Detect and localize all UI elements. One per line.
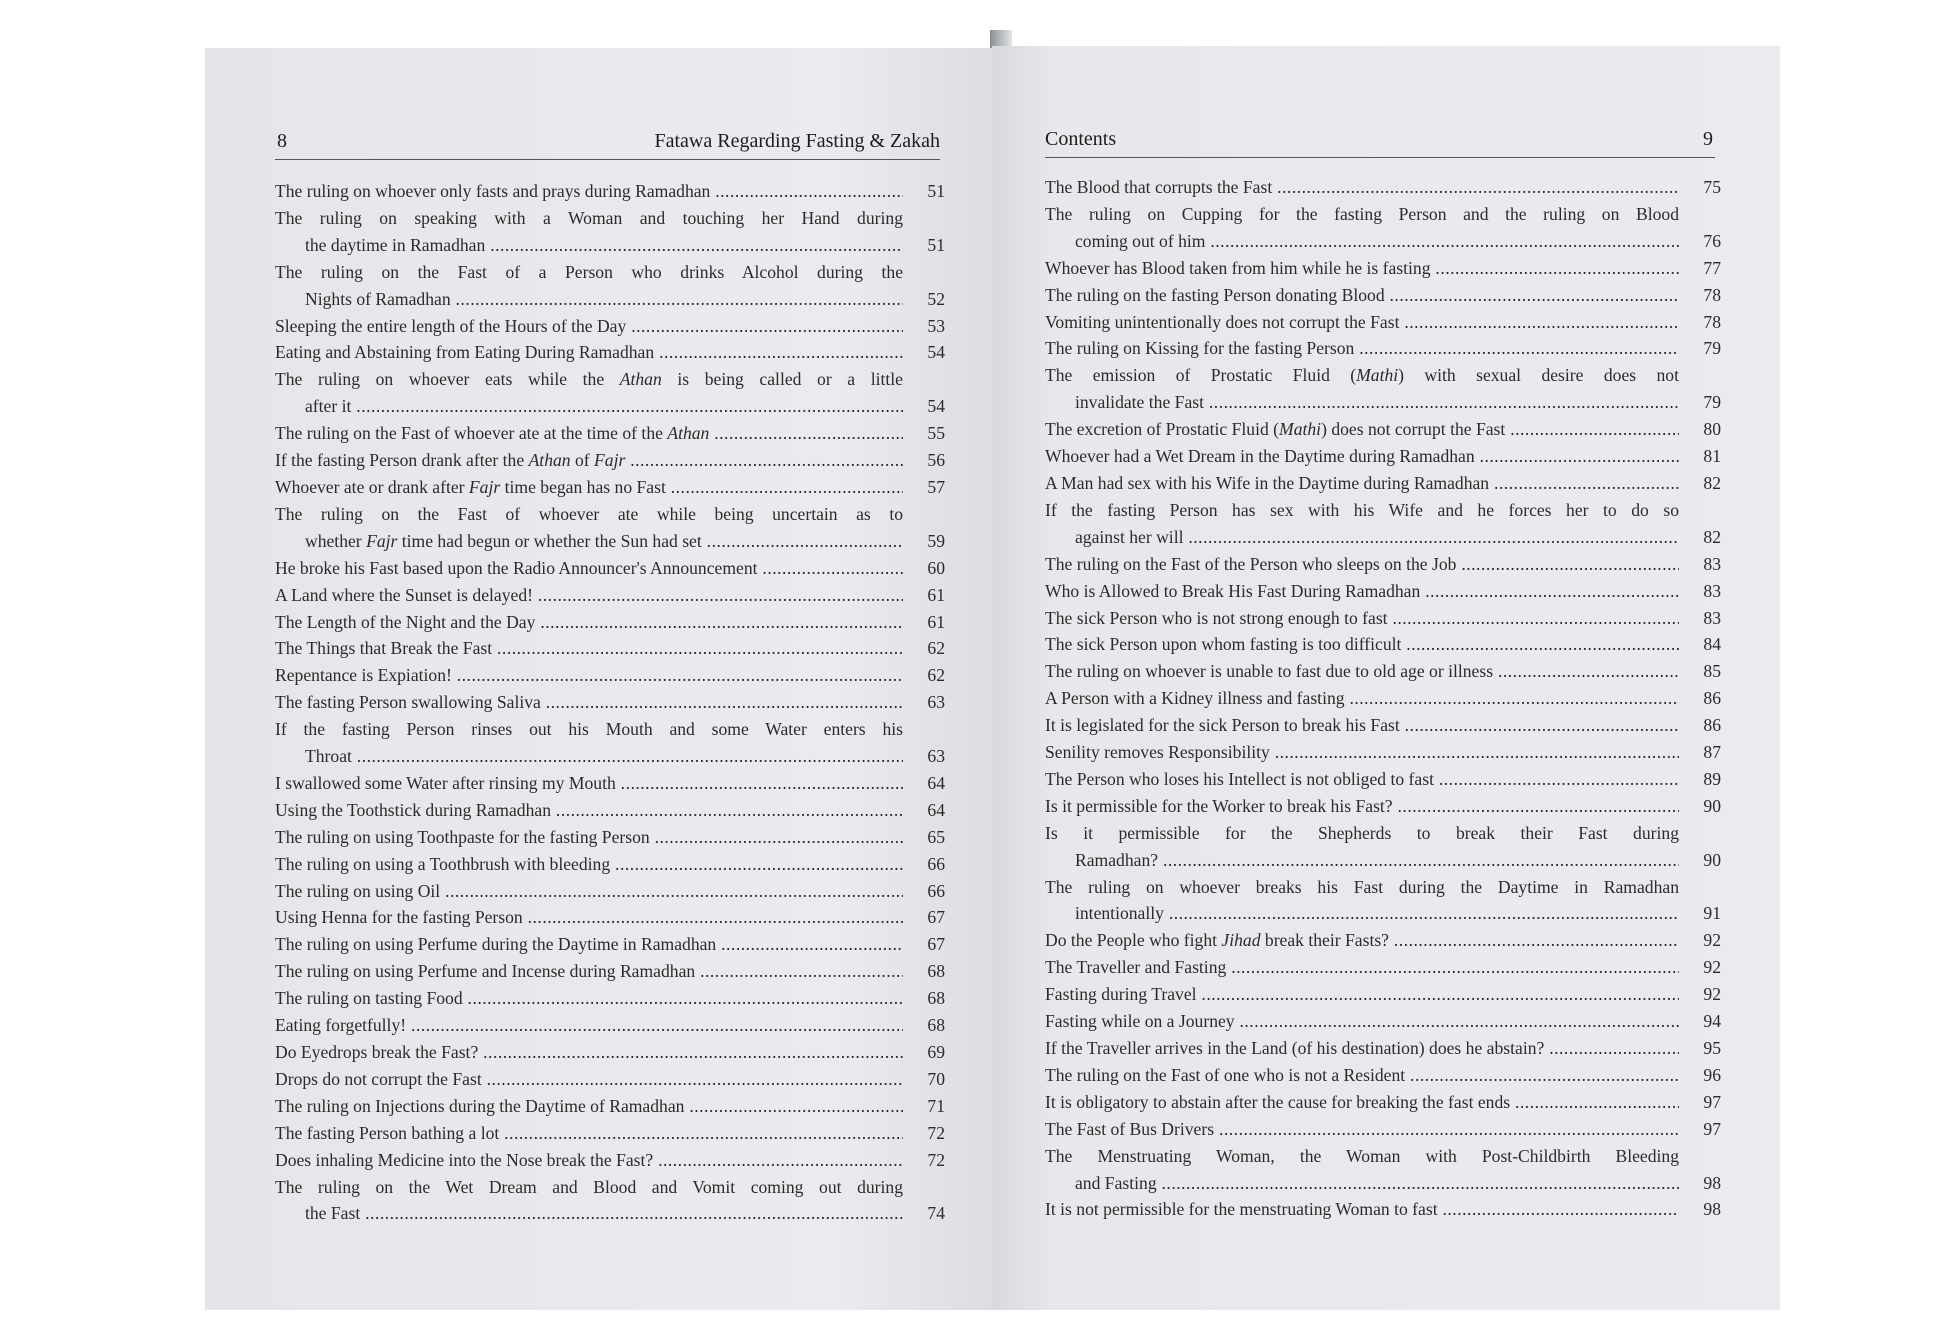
toc-entry-page-number: 98 (1703, 1199, 1721, 1220)
toc-entry (275, 770, 945, 797)
toc-entry-title-continued: intentionally ..... (1045, 900, 1679, 927)
toc-entry-title-continued: coming out of him ..... (1045, 228, 1679, 255)
toc-entry-title: The ruling on whoever only fasts and prays during Ramadhan ..... (275, 178, 903, 205)
toc-entry-title: A Man had sex with his Wife in the Daytime during Ramadhan ..... (1045, 470, 1679, 497)
toc-entry-title: Is it permissible for the Shepherds to break their Fast during (1045, 822, 1679, 843)
toc-entry-title: The Length of the Night and the Day ..... (275, 609, 903, 636)
toc-entry-title: Senility removes Responsibility ..... (1045, 739, 1679, 766)
toc-entry-title: The excretion of Prostatic Fluid (Mathi) does not corrupt the Fast ..... (1045, 416, 1679, 443)
toc-entry (275, 931, 945, 958)
toc-entry-title: The ruling on using a Toothbrush with bleeding ..... (275, 851, 903, 878)
toc-entry-page-number: 86 (1703, 688, 1721, 709)
toc-entry-title-continued: and Fasting ..... (1045, 1170, 1679, 1197)
toc-entry-page-number: 63 (927, 692, 945, 713)
toc-entry-page-number: 66 (927, 853, 945, 874)
toc-list-right (1045, 174, 1721, 1223)
toc-entry-page-number: 96 (1703, 1064, 1721, 1085)
toc-entry-page-number: 79 (1703, 392, 1721, 413)
toc-entry-page-number: 64 (927, 772, 945, 793)
toc-entry-page-number: 61 (927, 584, 945, 605)
toc-entry-page-number: 92 (1703, 957, 1721, 978)
toc-entry (275, 1147, 945, 1174)
toc-entry (275, 474, 945, 501)
toc-entry-page-number: 70 (927, 1068, 945, 1089)
toc-entry-title: The ruling on the Fast of one who is not a Resident ..... (1045, 1062, 1679, 1089)
toc-entry-title: Is it permissible for the Worker to break his Fast? ..... (1045, 793, 1679, 820)
toc-entry-page-number: 85 (1703, 661, 1721, 682)
toc-entry-title: The ruling on whoever breaks his Fast during the Daytime in Ramadhan (1045, 876, 1679, 897)
toc-entry-title: The ruling on Injections during the Daytime of Ramadhan ..... (275, 1093, 903, 1120)
toc-entry-page-number: 98 (1703, 1172, 1721, 1193)
toc-entry (1045, 1062, 1721, 1089)
toc-entry-page-number: 56 (927, 450, 945, 471)
toc-entry (275, 313, 945, 340)
toc-entry-page-number: 77 (1703, 257, 1721, 278)
toc-entry-page-number: 64 (927, 799, 945, 820)
toc-entry (1045, 470, 1721, 497)
toc-entry-title: The ruling on the Fast of a Person who drinks Alcohol during the (275, 261, 903, 282)
toc-entry (275, 501, 945, 555)
toc-entry (275, 366, 945, 420)
toc-entry (275, 878, 945, 905)
toc-entry-page-number: 94 (1703, 1011, 1721, 1032)
toc-entry-title: The ruling on using Toothpaste for the fasting Person ..... (275, 824, 903, 851)
toc-entry (275, 1012, 945, 1039)
toc-entry-page-number: 83 (1703, 607, 1721, 628)
toc-list-left (275, 178, 945, 1227)
toc-entry (275, 555, 945, 582)
toc-entry-page-number: 68 (927, 961, 945, 982)
toc-entry-page-number: 61 (927, 611, 945, 632)
toc-entry (1045, 335, 1721, 362)
toc-entry-title: The Blood that corrupts the Fast ..... (1045, 174, 1679, 201)
toc-entry (1045, 174, 1721, 201)
toc-entry-page-number: 80 (1703, 419, 1721, 440)
left-page (205, 48, 995, 1310)
toc-entry (1045, 1008, 1721, 1035)
toc-entry (1045, 954, 1721, 981)
toc-entry-title: The Person who loses his Intellect is not obliged to fast ..... (1045, 766, 1679, 793)
toc-entry-page-number: 97 (1703, 1091, 1721, 1112)
toc-entry-title: A Land where the Sunset is delayed! ..... (275, 582, 903, 609)
toc-entry (1045, 282, 1721, 309)
toc-entry-page-number: 89 (1703, 768, 1721, 789)
toc-entry-page-number: 79 (1703, 338, 1721, 359)
toc-entry-title: Whoever has Blood taken from him while he is fasting ..... (1045, 255, 1679, 282)
toc-entry (1045, 1143, 1721, 1197)
toc-entry-page-number: 83 (1703, 580, 1721, 601)
toc-entry (275, 1093, 945, 1120)
toc-entry (275, 1039, 945, 1066)
toc-entry-title: The fasting Person bathing a lot ..... (275, 1120, 903, 1147)
toc-entry-title: The Fast of Bus Drivers ..... (1045, 1116, 1679, 1143)
toc-entry-page-number: 87 (1703, 742, 1721, 763)
toc-entry-page-number: 59 (927, 530, 945, 551)
toc-entry-title: Whoever ate or drank after Fajr time began has no Fast ..... (275, 474, 903, 501)
toc-entry (1045, 981, 1721, 1008)
toc-entry-page-number: 60 (927, 557, 945, 578)
toc-entry-page-number: 67 (927, 934, 945, 955)
toc-entry-page-number: 69 (927, 1042, 945, 1062)
toc-entry-page-number: 78 (1703, 284, 1721, 305)
toc-entry-title: The ruling on Cupping for the fasting Person and the ruling on Blood (1045, 203, 1679, 224)
toc-entry-page-number: 78 (1703, 311, 1721, 332)
toc-entry (275, 1066, 945, 1093)
toc-entry (1045, 1035, 1721, 1062)
toc-entry-page-number: 82 (1703, 472, 1721, 493)
toc-entry-title: It is legislated for the sick Person to break his Fast ..... (1045, 712, 1679, 739)
toc-entry-title: It is obligatory to abstain after the cause for breaking the fast ends ..... (1045, 1089, 1679, 1116)
toc-entry-title: Who is Allowed to Break His Fast During Ramadhan ..... (1045, 578, 1679, 605)
toc-entry (275, 339, 945, 366)
toc-entry-title: I swallowed some Water after rinsing my Mouth ..... (275, 770, 903, 797)
right-page (992, 46, 1780, 1310)
toc-entry-page-number: 51 (927, 181, 945, 201)
toc-entry (1045, 362, 1721, 416)
toc-entry-page-number: 81 (1703, 446, 1721, 467)
toc-entry-title: Eating and Abstaining from Eating During Ramadhan ..... (275, 339, 903, 366)
page-number: 8 (277, 130, 287, 152)
toc-entry-title: If the Traveller arrives in the Land (of his destination) does he abstain? ..... (1045, 1035, 1679, 1062)
toc-entry (1045, 255, 1721, 282)
toc-entry-page-number: 90 (1703, 849, 1721, 870)
toc-entry-page-number: 71 (927, 1095, 945, 1116)
toc-entry-page-number: 65 (927, 826, 945, 847)
toc-entry-title: Sleeping the entire length of the Hours of the Day ..... (275, 313, 903, 340)
toc-entry-title: The emission of Prostatic Fluid (Mathi) with sexual desire does not (1045, 365, 1679, 386)
toc-entry (1045, 793, 1721, 820)
toc-entry-title: Fasting while on a Journey ..... (1045, 1008, 1679, 1035)
toc-entry-title-continued: the Fast ..... (275, 1200, 903, 1227)
toc-entry (275, 824, 945, 851)
toc-entry (1045, 1116, 1721, 1143)
toc-entry-title: The ruling on the Fast of whoever ate at the time of the Athan ..... (275, 420, 903, 447)
toc-entry-title: Using Henna for the fasting Person ..... (275, 904, 903, 931)
toc-entry-page-number: 72 (927, 1149, 945, 1170)
toc-entry (1045, 578, 1721, 605)
toc-entry-title: The sick Person upon whom fasting is too difficult ..... (1045, 631, 1679, 658)
toc-entry (275, 447, 945, 474)
running-title: Fatawa Regarding Fasting & Zakah (654, 130, 940, 152)
toc-entry-page-number: 83 (1703, 553, 1721, 574)
toc-entry-page-number: 53 (927, 315, 945, 336)
toc-entry-page-number: 54 (927, 342, 945, 363)
toc-entry-title-continued: against her will ..... (1045, 524, 1679, 551)
toc-entry (275, 1174, 945, 1228)
toc-entry (1045, 766, 1721, 793)
toc-entry-title: The ruling on whoever eats while the Athan is being called or a little (275, 369, 903, 390)
toc-entry (1045, 874, 1721, 928)
toc-entry (275, 797, 945, 824)
toc-entry (1045, 416, 1721, 443)
toc-entry-title: Eating forgetfully! ..... (275, 1012, 903, 1039)
toc-entry-page-number: 75 (1703, 177, 1721, 197)
toc-entry (275, 958, 945, 985)
toc-entry-title: It is not permissible for the menstruating Woman to fast ..... (1045, 1196, 1679, 1223)
toc-entry-title: Whoever had a Wet Dream in the Daytime during Ramadhan ..... (1045, 443, 1679, 470)
toc-entry (1045, 605, 1721, 632)
toc-entry (275, 851, 945, 878)
toc-entry-title-continued: invalidate the Fast ..... (1045, 389, 1679, 416)
toc-entry-page-number: 52 (927, 288, 945, 309)
toc-entry (275, 904, 945, 931)
toc-entry-page-number: 92 (1703, 984, 1721, 1005)
toc-entry (275, 985, 945, 1012)
toc-entry (275, 420, 945, 447)
toc-entry-title: The ruling on Kissing for the fasting Person ..... (1045, 335, 1679, 362)
toc-entry (1045, 1196, 1721, 1223)
toc-entry-title: Do Eyedrops break the Fast? ..... (275, 1039, 903, 1066)
toc-entry (275, 259, 945, 313)
toc-entry-page-number: 90 (1703, 795, 1721, 816)
toc-entry (1045, 1089, 1721, 1116)
toc-entry-page-number: 68 (927, 988, 945, 1009)
toc-entry (275, 582, 945, 609)
toc-entry (275, 635, 945, 662)
toc-entry (1045, 712, 1721, 739)
toc-entry (1045, 443, 1721, 470)
toc-entry-title: He broke his Fast based upon the Radio Announcer's Announcement ..... (275, 555, 903, 582)
toc-entry-page-number: 86 (1703, 715, 1721, 736)
toc-entry-title-continued: Throat ..... (275, 743, 903, 770)
toc-entry-title: A Person with a Kidney illness and fasting ..... (1045, 685, 1679, 712)
toc-entry-page-number: 62 (927, 638, 945, 659)
toc-entry (275, 716, 945, 770)
running-title: Contents (1045, 128, 1117, 150)
toc-entry-title: The ruling on using Perfume during the Daytime in Ramadhan ..... (275, 931, 903, 958)
toc-entry-title: The Traveller and Fasting ..... (1045, 954, 1679, 981)
toc-entry-page-number: 92 (1703, 930, 1721, 951)
toc-entry-title: The ruling on using Oil ..... (275, 878, 903, 905)
toc-entry-title: The ruling on the fasting Person donating Blood ..... (1045, 282, 1679, 309)
toc-entry-title: The ruling on tasting Food ..... (275, 985, 903, 1012)
toc-entry-page-number: 51 (927, 234, 945, 255)
toc-entry-title: Vomiting unintentionally does not corrupt the Fast ..... (1045, 309, 1679, 336)
toc-entry-title-continued: after it ..... (275, 393, 903, 420)
toc-entry-page-number: 84 (1703, 634, 1721, 655)
toc-entry-page-number: 66 (927, 880, 945, 901)
toc-entry-title: Using the Toothstick during Ramadhan ..... (275, 797, 903, 824)
toc-entry (1045, 685, 1721, 712)
toc-entry (1045, 497, 1721, 551)
toc-entry-page-number: 97 (1703, 1118, 1721, 1139)
page-number: 9 (1703, 128, 1713, 150)
toc-entry-title: The fasting Person swallowing Saliva ..... (275, 689, 903, 716)
toc-entry-title: Do the People who fight Jihad break their Fasts? ..... (1045, 927, 1679, 954)
toc-entry (1045, 658, 1721, 685)
toc-entry (275, 662, 945, 689)
toc-entry (275, 609, 945, 636)
toc-entry-page-number: 68 (927, 1015, 945, 1036)
toc-entry-title-continued: whether Fajr time had begun or whether the Sun had set ..... (275, 528, 903, 555)
toc-entry (1045, 201, 1721, 255)
toc-entry-title: The Things that Break the Fast ..... (275, 635, 903, 662)
toc-entry-title: If the fasting Person has sex with his Wife and he forces her to do so (1045, 499, 1679, 520)
toc-entry-page-number: 95 (1703, 1038, 1721, 1058)
toc-entry-title-continued: Ramadhan? ..... (1045, 847, 1679, 874)
toc-entry-page-number: 76 (1703, 230, 1721, 251)
toc-entry-title: The ruling on the Fast of whoever ate while being uncertain as to (275, 503, 903, 524)
toc-entry (1045, 820, 1721, 874)
toc-entry-title: The ruling on speaking with a Woman and touching her Hand during (275, 207, 903, 228)
left-page-header (275, 125, 940, 160)
toc-entry-title: The ruling on the Wet Dream and Blood and Vomit coming out during (275, 1176, 903, 1197)
toc-entry (1045, 551, 1721, 578)
toc-entry-title: The ruling on using Perfume and Incense during Ramadhan ..... (275, 958, 903, 985)
toc-entry-page-number: 55 (927, 423, 945, 444)
toc-entry-page-number: 57 (927, 476, 945, 497)
toc-entry-page-number: 82 (1703, 526, 1721, 547)
toc-entry (275, 1120, 945, 1147)
toc-entry (275, 178, 945, 205)
toc-entry-page-number: 91 (1703, 903, 1721, 924)
toc-entry-title: Drops do not corrupt the Fast ..... (275, 1066, 903, 1093)
toc-entry-title: The ruling on the Fast of the Person who sleeps on the Job ..... (1045, 551, 1679, 578)
toc-entry-title-continued: Nights of Ramadhan ..... (275, 286, 903, 313)
toc-entry-page-number: 54 (927, 396, 945, 417)
toc-entry-title: Repentance is Expiation! ..... (275, 662, 903, 689)
toc-entry (1045, 309, 1721, 336)
toc-entry-title: The sick Person who is not strong enough to fast ..... (1045, 605, 1679, 632)
toc-entry-title: If the fasting Person rinses out his Mouth and some Water enters his (275, 719, 903, 740)
toc-entry-page-number: 74 (927, 1203, 945, 1224)
right-page-header (1045, 123, 1715, 158)
toc-entry (1045, 631, 1721, 658)
toc-entry-page-number: 62 (927, 665, 945, 686)
toc-entry-title: If the fasting Person drank after the Athan of Fajr ..... (275, 447, 903, 474)
toc-entry-title: Fasting during Travel ..... (1045, 981, 1679, 1008)
toc-entry (275, 205, 945, 259)
toc-entry-page-number: 67 (927, 907, 945, 928)
toc-entry-title: Does inhaling Medicine into the Nose break the Fast? ..... (275, 1147, 903, 1174)
toc-entry-title: The Menstruating Woman, the Woman with Post-Childbirth Bleeding (1045, 1145, 1679, 1166)
toc-entry (1045, 739, 1721, 766)
toc-entry (275, 689, 945, 716)
toc-entry (1045, 927, 1721, 954)
toc-entry-page-number: 63 (927, 746, 945, 767)
toc-entry-title-continued: the daytime in Ramadhan ..... (275, 232, 903, 259)
toc-entry-page-number: 72 (927, 1122, 945, 1143)
toc-entry-title: The ruling on whoever is unable to fast due to old age or illness ..... (1045, 658, 1679, 685)
